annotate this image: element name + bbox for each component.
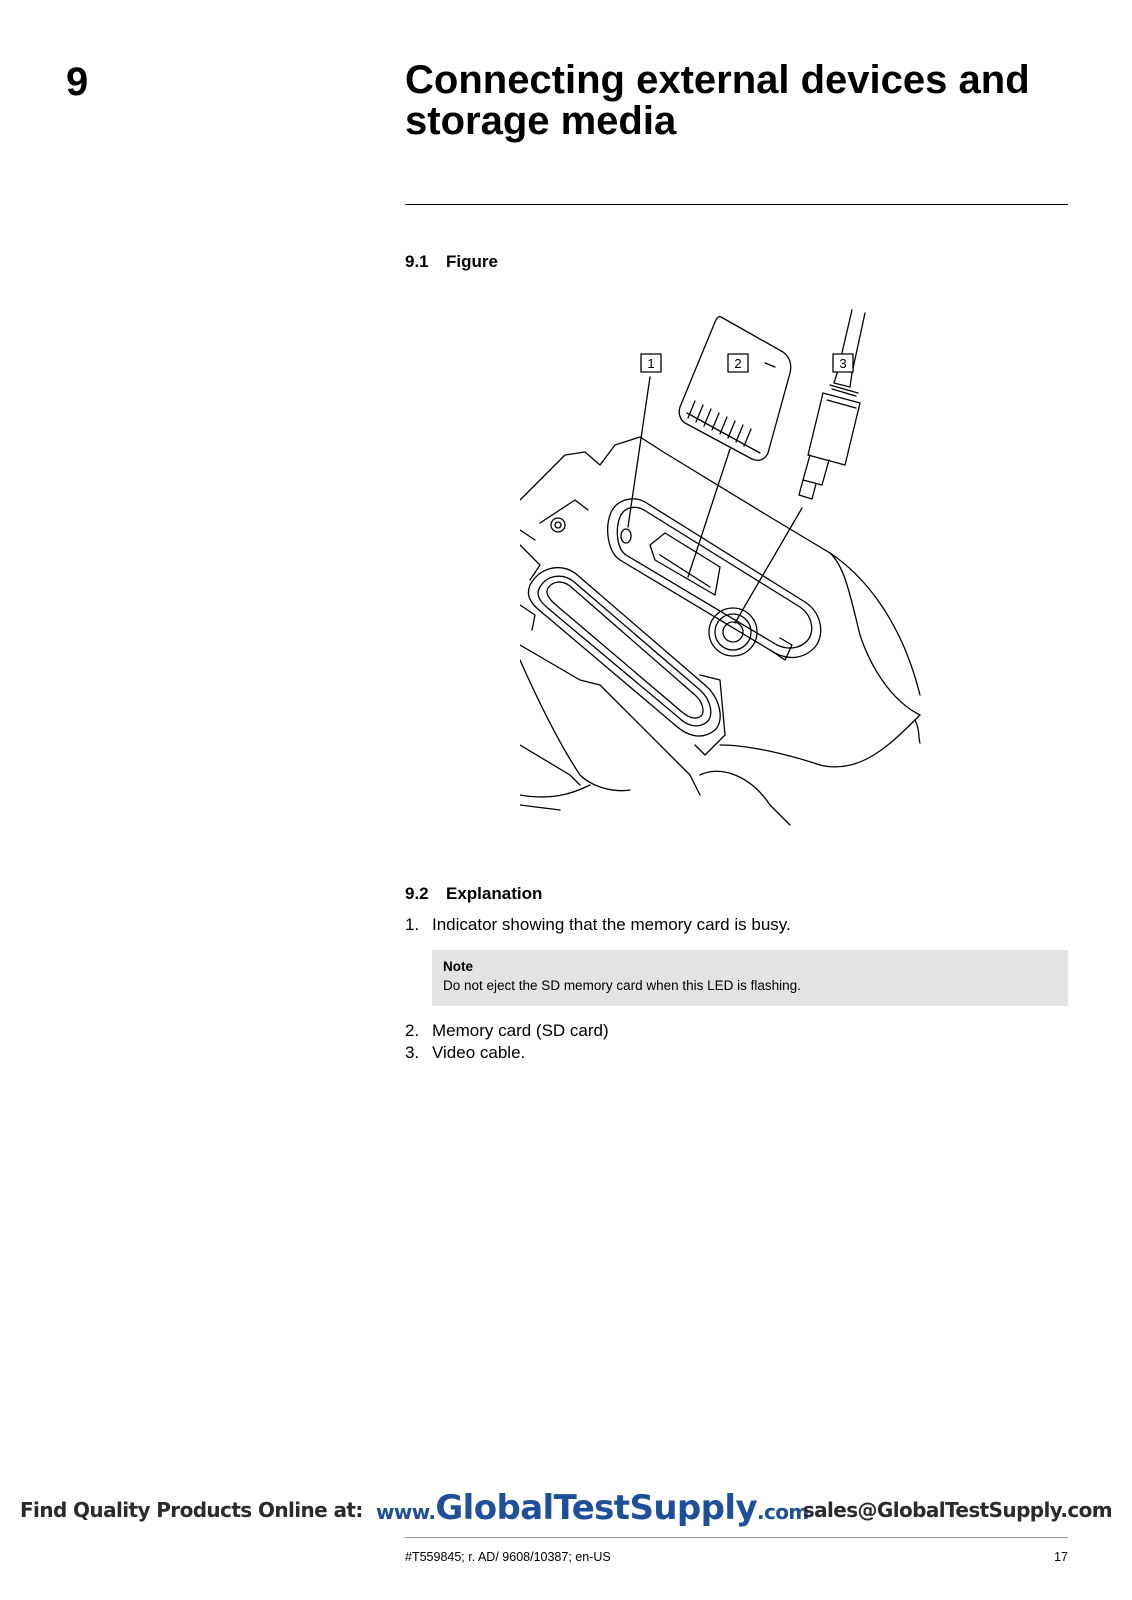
leader-line-1	[628, 377, 650, 527]
section-title: Figure	[446, 252, 498, 271]
note-text: Do not eject the SD memory card when this LED is flashing.	[443, 978, 801, 993]
connector-panel	[608, 499, 821, 658]
banner-url-suffix: .com	[757, 1500, 809, 1524]
camera-body-outline	[520, 437, 920, 695]
section-title: Explanation	[446, 884, 543, 903]
leader-line-3	[735, 508, 802, 623]
banner-tagline: Find Quality Products Online at:	[20, 1498, 363, 1522]
section-heading-figure	[405, 252, 498, 272]
leader-line-2	[688, 449, 730, 577]
led-indicator	[621, 529, 631, 543]
connector-cover-flap	[528, 568, 720, 736]
banner-website-link[interactable]	[376, 1488, 809, 1528]
callout-label-3: 3	[839, 356, 847, 371]
section-heading-explanation	[405, 884, 542, 904]
note-title: Note	[443, 959, 473, 974]
list-item	[405, 1021, 609, 1041]
banner-email-link[interactable]: sales@GlobalTestSupply.com	[802, 1498, 1112, 1522]
chapter-title: Connecting external devices and storage media	[405, 58, 1030, 143]
callout-label-1: 1	[647, 356, 655, 371]
list-item-text: Video cable.	[432, 1043, 526, 1062]
chapter-number: 9	[66, 60, 89, 104]
camera-connector-figure	[520, 305, 950, 845]
list-item-text: Memory card (SD card)	[432, 1021, 609, 1040]
section-number: 9.2	[405, 884, 429, 903]
list-item	[405, 1043, 525, 1063]
video-cable-plug-illustration	[799, 310, 865, 499]
footer-banner	[0, 1488, 1132, 1528]
document-id: #T559845; r. AD/ 9608/10387; en-US	[405, 1550, 611, 1564]
list-item-text: Indicator showing that the memory card is busy.	[432, 915, 791, 934]
header-divider	[405, 204, 1068, 205]
list-item-number: 3.	[405, 1043, 420, 1062]
footer-divider	[405, 1537, 1068, 1538]
banner-url-main: GlobalTestSupply	[435, 1488, 758, 1528]
page-number: 17	[1054, 1550, 1068, 1564]
banner-url-prefix: www.	[376, 1500, 436, 1524]
list-item	[405, 915, 791, 935]
camera-grip-curve	[830, 553, 920, 715]
section-number: 9.1	[405, 252, 429, 271]
list-item-number: 1.	[405, 915, 420, 934]
list-item-number: 2.	[405, 1021, 420, 1040]
note-box	[432, 950, 1068, 1006]
callout-label-2: 2	[734, 356, 742, 371]
sd-card-illustration	[679, 317, 791, 461]
